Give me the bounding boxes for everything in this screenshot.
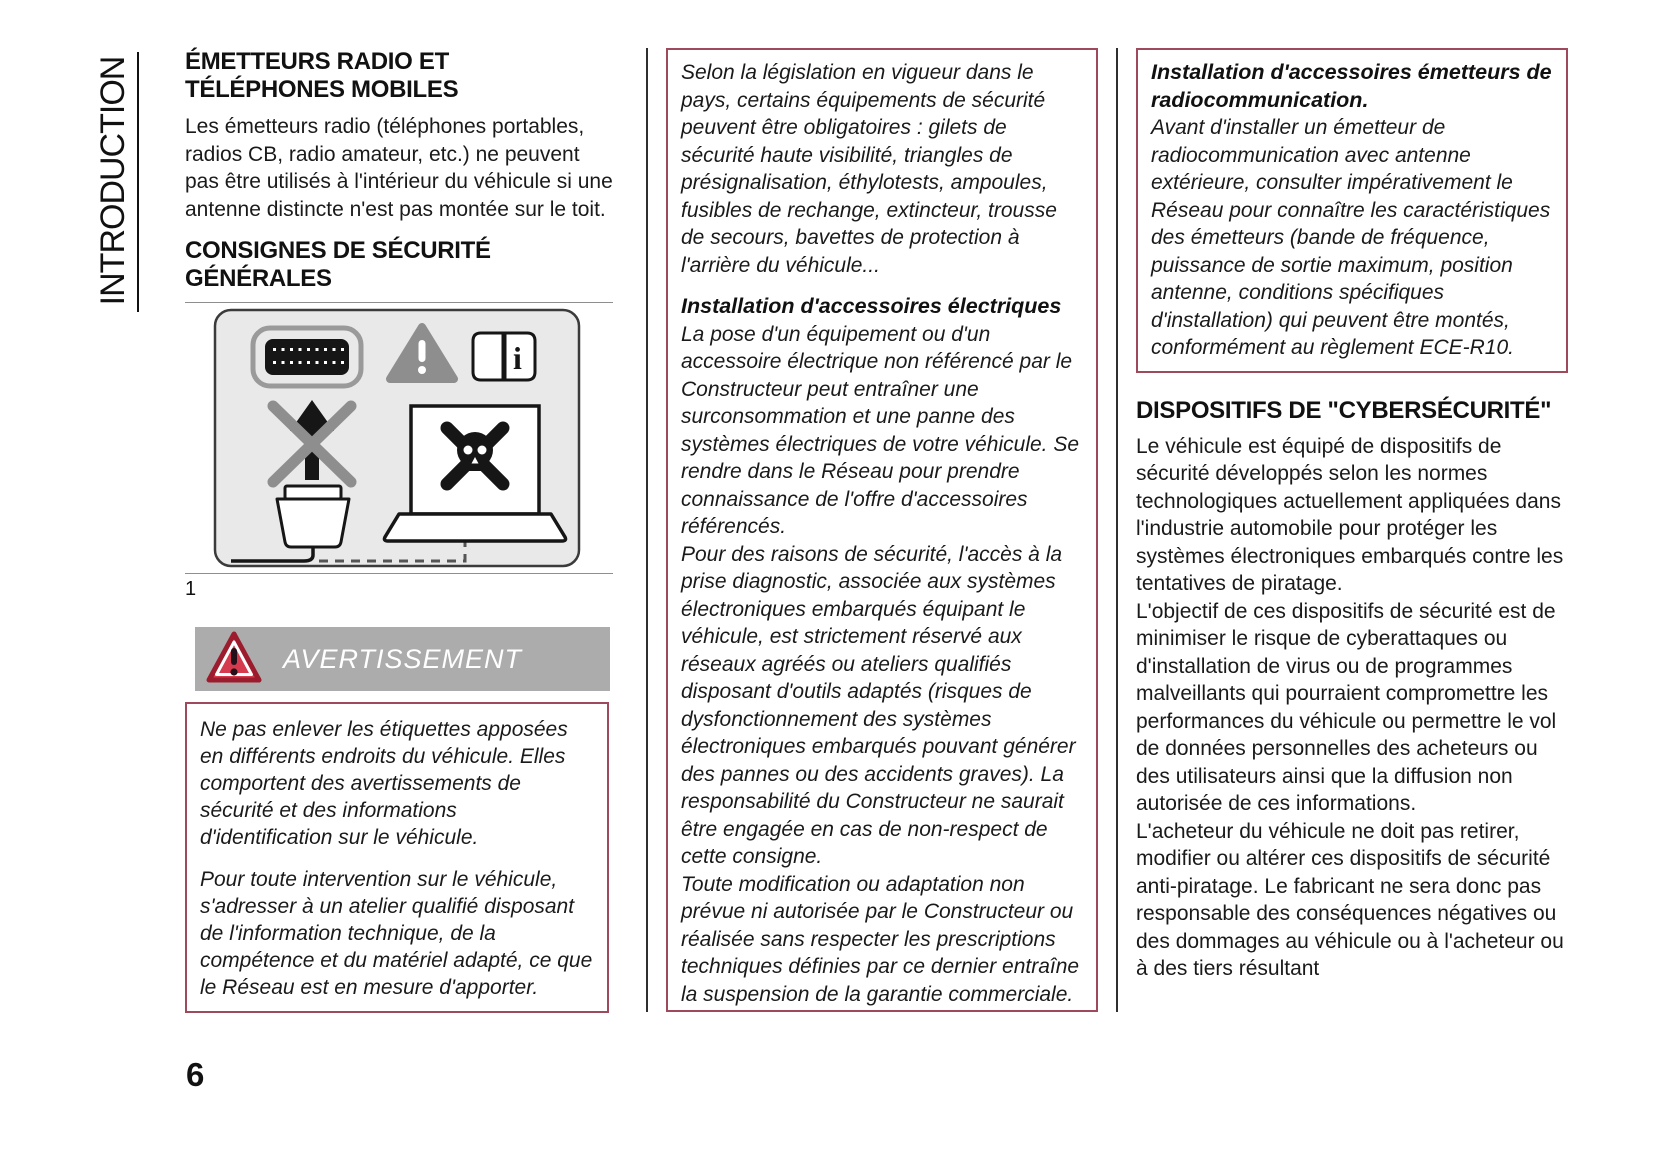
- advice-paragraph-diagnostic: Pour des raisons de sécurité, l'accès à la prise diagnostic, associée aux systèmes électroniques embarqués équipant le véhicule, est strictement réservé aux réseaux agréés ou ateliers qualifiés disposant d'outils adaptés (risques de dysfonctionnement des systèmes électroniques embarqués pouvant générer des pannes ou des accidents graves). La responsabilité du Constructeur ne saurait être engagée en cas de non-respect de cette consigne.: [681, 542, 1076, 868]
- advice-paragraph-modification: Toute modification ou adaptation non prévue ni autorisée par le Constructeur ou réalisée sans respecter les prescriptions techniques définies par ce dernier entraîne la suspension de la garantie commerciale.: [681, 872, 1080, 1006]
- laptop-malware-icon: [384, 406, 565, 541]
- paragraph-cyber-1: Le véhicule est équipé de dispositifs de sécurité développés selon les normes technologiques actuellement appliquées dans l'industrie automobile pour protéger les systèmes électroniques embarqués contre les tentatives de piratage.: [1136, 434, 1564, 595]
- warning-banner: [195, 627, 610, 691]
- figure-top-rule: [185, 302, 613, 303]
- figure-bottom-rule: [185, 573, 613, 574]
- advice-paragraph-pose: La pose d'un équipement ou d'un accessoire électrique non référencé par le Constructeur peut entraîner une surconsommation et une panne des systèmes électriques de votre véhicule. Se rendre dans le Réseau pour prendre connaissance de l'offre d'accessoires référencés.: [681, 322, 1080, 538]
- paragraph-cyber-2: L'objectif de ces dispositifs de sécurité est de minimiser le risque de cyberattaques ou d'installation de virus ou de programmes malveillants qui pourraient compromettre les performances du véhicule ou permettre le vol de données personnelles des acheteurs ou des utilisateurs ainsi que la diffusion non autorisée de ces informations.: [1136, 599, 1557, 815]
- warning-note-box: [185, 702, 609, 1013]
- warning-note-paragraph: Pour toute intervention sur le véhicule, s'adresser à un atelier qualifié disposant de l'information technique, de la compétence et du matériel adapté, ce que le Réseau est en mesure d'apporter.: [200, 868, 593, 999]
- chapter-label-introduction: INTRODUCTION: [94, 56, 132, 306]
- figure-number: 1: [185, 578, 197, 600]
- warning-note-paragraph: Ne pas enlever les étiquettes apposées en différents endroits du véhicule. Elles comportent des avertissements de sécurité et des informations d'identification sur le véhicule.: [200, 718, 568, 849]
- column-divider: [1116, 48, 1118, 1012]
- column-1: [185, 48, 613, 1013]
- advice-box-radiocommunication: [1136, 48, 1568, 373]
- section-heading-cybersecurite: DISPOSITIFS DE "CYBERSÉCURITÉ": [1136, 396, 1552, 424]
- column-divider: [646, 48, 648, 1012]
- svg-text:i: i: [513, 340, 522, 376]
- subheading-accessoires-electriques: Installation d'accessoires électriques: [681, 294, 1062, 318]
- warning-banner-label: AVERTISSEMENT: [282, 643, 523, 674]
- column-2: [666, 48, 1098, 1012]
- page-number: 6: [186, 1056, 205, 1093]
- column-3: [1136, 48, 1568, 983]
- figure-1: [185, 302, 613, 601]
- section-heading-consignes: CONSIGNES DE SÉCURITÉ GÉNÉRALES: [185, 237, 491, 292]
- paragraph-cyber-3: L'acheteur du véhicule ne doit pas retirer, modifier ou altérer ces dispositifs de sécurité anti-piratage. Le fabricant ne sera donc pas responsable des conséquences négatives ou des dommages au véhicule ou à l'acheteur ou à des tiers résultant: [1136, 819, 1564, 980]
- red-warning-triangle-icon: [205, 629, 263, 689]
- paragraph-emetteurs: Les émetteurs radio (téléphones portables, radios CB, radio amateur, etc.) ne peuvent pas être utilisés à l'intérieur du véhicule si une antenne distincte n'est pas montée sur le toit.: [185, 115, 613, 221]
- section-heading-emetteurs: ÉMETTEURS RADIO ET TÉLÉPHONES MOBILES: [185, 48, 459, 103]
- safety-figure-illustration: [213, 308, 581, 568]
- advice-paragraph-radiocommunication: Avant d'installer un émetteur de radiocommunication avec antenne extérieure, consulter impérativement le Réseau pour connaître les caractéristiques des émetteurs (bande de fréquence, puissance de sortie maximum, position antenne, conditions spécifiques d'installation) qui peuvent être montés, conformément au règlement ECE-R10.: [1151, 116, 1551, 359]
- subheading-emetteurs-radiocommunication: Installation d'accessoires émetteurs de radiocommunication.: [1151, 60, 1552, 112]
- advice-paragraph-equipements: Selon la législation en vigueur dans le pays, certains équipements de sécurité peuvent être obligatoires : gilets de sécurité haute visibilité, triangles de présignalisation, éthylotests, ampoules, fusibles de rechange, extincteur, trousse de secours, bavettes de protection à l'arrière du véhicule...: [681, 61, 1057, 277]
- chapter-label-rule: [137, 52, 139, 312]
- owner-manual-icon: [473, 333, 535, 380]
- advice-box-equipements: [666, 48, 1098, 1012]
